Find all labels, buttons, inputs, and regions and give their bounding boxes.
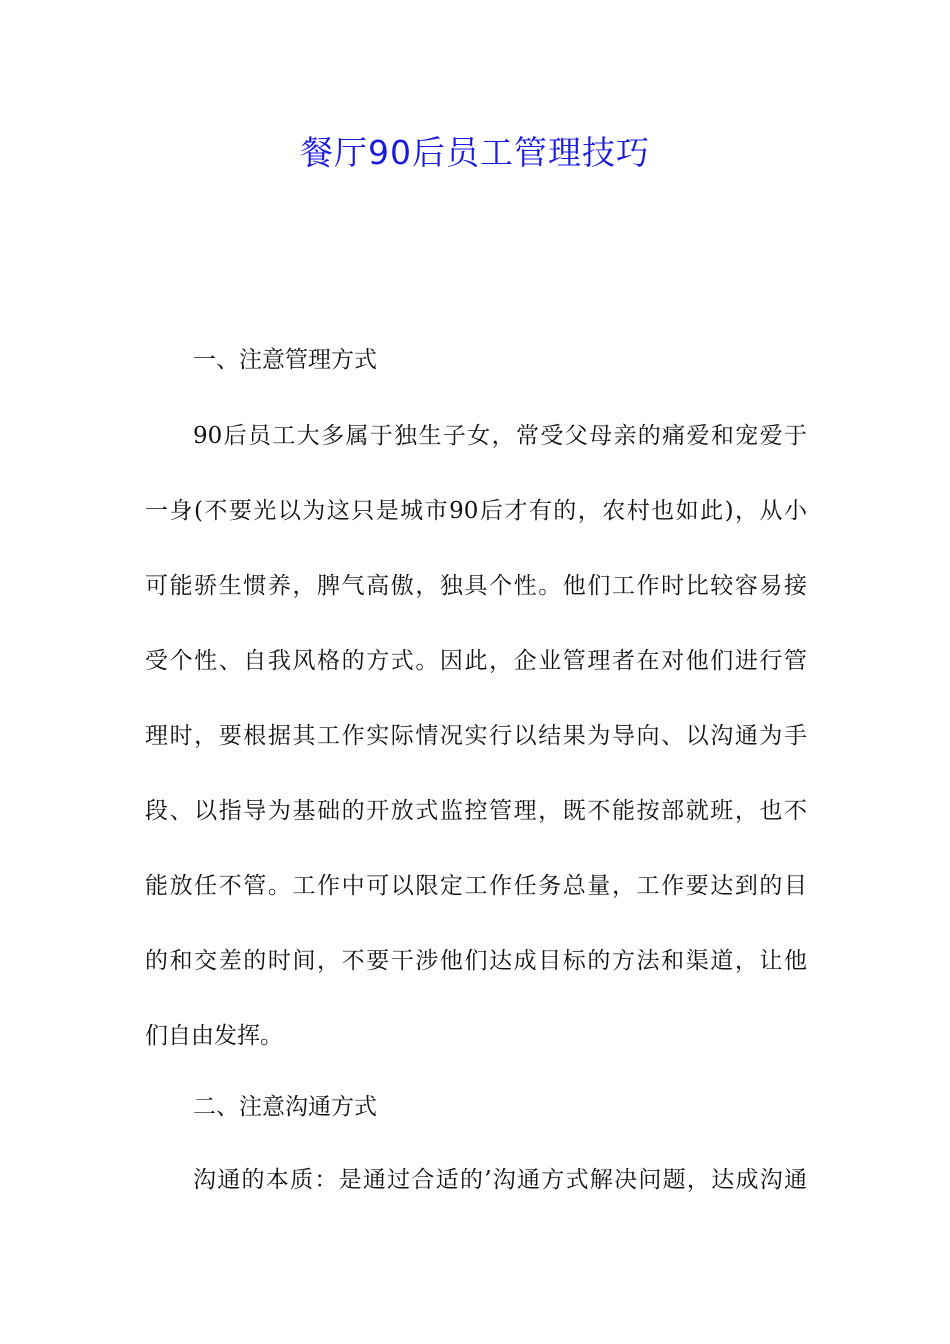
paragraph-line: 能放任不管。工作中可以限定工作任务总量，工作要达到的目 xyxy=(145,873,807,899)
section-2-paragraph xyxy=(145,1143,807,1218)
section-heading-1: 一、注意管理方式 xyxy=(193,347,377,373)
paragraph-line: 受个性、自我风格的方式。因此，企业管理者在对他们进行管 xyxy=(145,648,807,674)
paragraph-line: 的和交差的时间，不要干涉他们达成目标的方法和渠道，让他 xyxy=(145,948,807,974)
paragraph-line: 段、以指导为基础的开放式监控管理，既不能按部就班，也不 xyxy=(145,798,807,824)
paragraph-line: 一身(不要光以为这只是城市90后才有的，农村也如此)，从小 xyxy=(145,498,807,524)
paragraph-line: 们自由发挥。 xyxy=(145,1023,283,1049)
section-1-paragraph xyxy=(145,399,807,1074)
paragraph-line: 90后员工大多属于独生子女，常受父母亲的痛爱和宠爱于 xyxy=(193,423,807,449)
paragraph-line: 沟通的本质：是通过合适的’沟通方式解决问题，达成沟通 xyxy=(193,1167,807,1193)
paragraph-line: 可能骄生惯养，脾气高傲，独具个性。他们工作时比较容易接 xyxy=(145,573,807,599)
document-title: 餐厅90后员工管理技巧 xyxy=(300,133,650,172)
paragraph-line: 理时，要根据其工作实际情况实行以结果为导向、以沟通为手 xyxy=(145,723,807,749)
section-heading-2: 二、注意沟通方式 xyxy=(193,1094,377,1120)
